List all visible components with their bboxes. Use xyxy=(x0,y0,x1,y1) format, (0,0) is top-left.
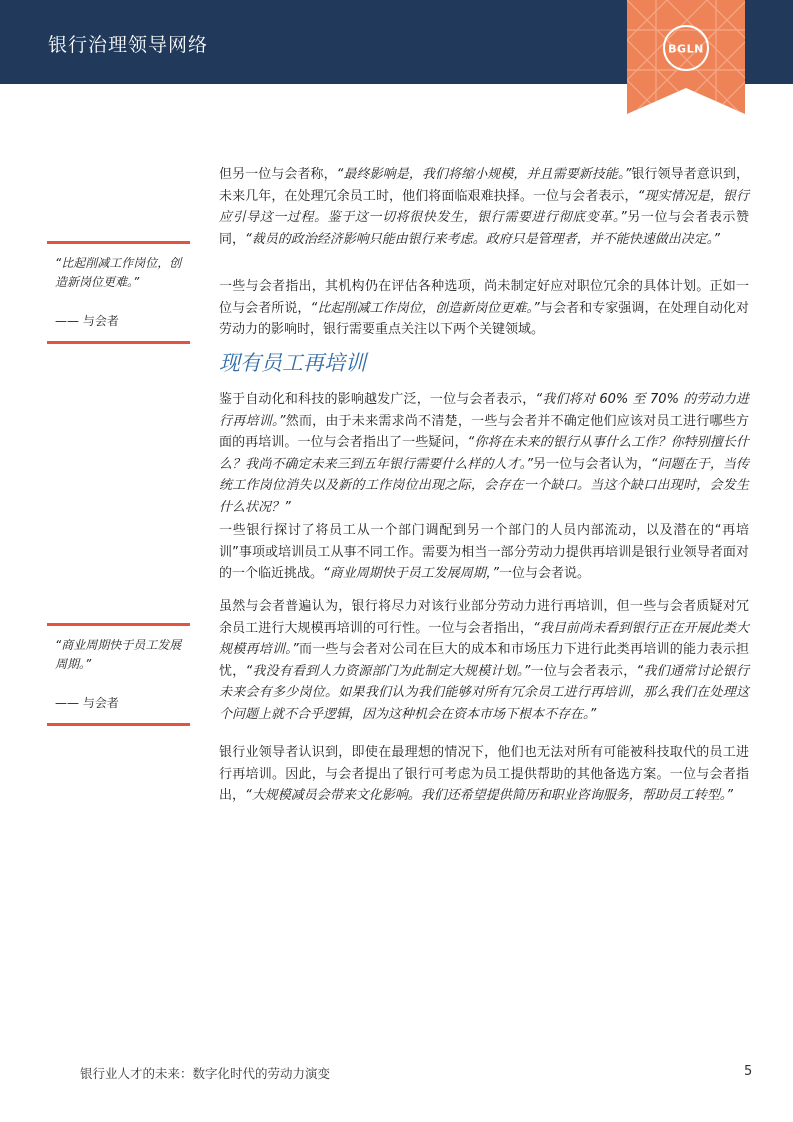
text-run: 而一些与会者对公司在巨大的成本和市场压力下进行此类再培训的能力表示担忧， xyxy=(219,642,749,679)
quote-run: “问题在于，当传统工作岗位消失以及新的工作岗位出现之际，会存在一个缺口。当这个缺口出现时，会发生什么状况？” xyxy=(219,456,749,515)
text-run: 与会者和专家强调，在处理自动化对劳动力的影响时，银行需要重点关注以下两个关键领域。 xyxy=(219,300,749,338)
text-run: 虽然与会者普遍认为，银行将尽力对该行业部分劳动力进行再培训，但一些与会者质疑对冗余员工进行大规模再培训的可行性。一位与会者指出， xyxy=(219,599,749,636)
paragraph xyxy=(219,596,749,726)
text-run: 鉴于自动化和科技的影响越发广泛，一位与会者表示， xyxy=(219,392,536,407)
paragraph xyxy=(219,164,749,250)
section-title: 现有员工再培训 xyxy=(219,351,366,375)
pull-quote xyxy=(47,623,190,726)
text-run: 银行业领导者认识到，即使在最理想的情况下，他们也无法对所有可能被科技取代的员工进行再培训。因此，与会者提出了银行可考虑为员工提供帮助的其他备选方案。一位与会者指出， xyxy=(219,745,749,804)
bgln-logo-icon xyxy=(627,0,745,114)
quote-run: “我目前尚未看到银行正在开展此类大规模再培训。” xyxy=(219,620,749,658)
quote-run: “现实情况是，银行应引导这一过程。鉴于这一切将很快发生，银行需要进行彻底变革。” xyxy=(219,188,749,226)
quote-run: “你将在未来的银行从事什么工作？你特别擅长什么？我尚不确定未来三到五年银行需要什么样的人才。” xyxy=(219,435,749,472)
text-run: 然而，由于未来需求尚不清楚，一些与会者并不确定他们应该对员工进行哪些方面的再培训。一位与会者指出了一些疑问， xyxy=(219,413,749,451)
pull-quote-attribution: —— 与会者 xyxy=(55,314,119,328)
text-run: 另一位与会者认为， xyxy=(532,456,651,472)
text-run: 银行领导者意识到，未来几年，在处理冗余员工时，他们将面临艰难抉择。一位与会者表示， xyxy=(219,167,749,204)
quote-run: “我们通常讨论银行未来会有多少岗位。如果我们认为我们能够对所有冗余员工进行再培训，那么我们在处理这个问题上就不合乎逻辑，因为这种机会在资本市场下根本不存在。” xyxy=(219,663,749,722)
quote-run: “最终影响是，我们将缩小规模，并且需要新技能。” xyxy=(336,167,632,182)
text-run: 一位与会者说。 xyxy=(499,566,591,582)
header-title: 银行治理领导网络 xyxy=(48,34,209,56)
body-paragraph xyxy=(219,596,749,726)
page-number: 5 xyxy=(744,1064,753,1079)
body-paragraph xyxy=(219,276,749,341)
quote-run: “比起削减工作岗位，创造新岗位更难。” xyxy=(310,300,540,316)
footer-document-title: 银行业人才的未来：数字化时代的劳动力演变 xyxy=(80,1066,331,1081)
pull-quote xyxy=(47,241,190,344)
text-run: 一些与会者指出，其机构仍在评估各种选项，尚未制定好应对职位冗余的具体计划。正如一位与会者所说， xyxy=(219,279,749,316)
paragraph xyxy=(219,742,749,807)
paragraph xyxy=(219,389,749,519)
pull-quote-text: “商业周期快于员工发展周期。” xyxy=(55,638,182,671)
badge-text: BGLN xyxy=(668,42,704,56)
text-run: 但另一位与会者称， xyxy=(219,167,337,182)
body-paragraph xyxy=(219,742,749,807)
paragraph xyxy=(219,520,749,585)
pull-quote-attribution: —— 与会者 xyxy=(55,696,119,710)
quote-run: “我没有看到人力资源部门为此制定大规模计划。” xyxy=(245,663,531,679)
body-paragraph xyxy=(219,520,749,585)
text-run: 另一位与会者表示赞同， xyxy=(219,210,749,247)
text-run: 一些银行探讨了将员工从一个部门调配到另一个部门的人员内部流动，以及潜在的“再培训”事项或培训员工从事不同工作。需要为相当一部分劳动力提供再培训是银行业领导者面对的一个临近挑战。 xyxy=(219,523,749,582)
quote-run: “商业周期快于员工发展周期，” xyxy=(323,566,499,582)
text-run: 一位与会者表示， xyxy=(530,663,637,679)
quote-run: “大规模减员会带来文化影响。我们还希望提供简历和职业咨询服务，帮助员工转型。” xyxy=(245,788,733,804)
pull-quote-text: “比起削减工作岗位，创造新岗位更难。” xyxy=(55,256,182,289)
quote-run: “我们将对 60% 至 70% 的劳动力进行再培训。” xyxy=(219,392,749,429)
paragraph xyxy=(219,276,749,341)
quote-run: “裁员的政治经济影响只能由银行来考虑。政府只是管理者，并不能快速做出决定。” xyxy=(245,231,720,247)
body-paragraph xyxy=(219,389,749,519)
body-paragraph xyxy=(219,164,749,250)
bgln-logo-badge xyxy=(627,0,745,114)
